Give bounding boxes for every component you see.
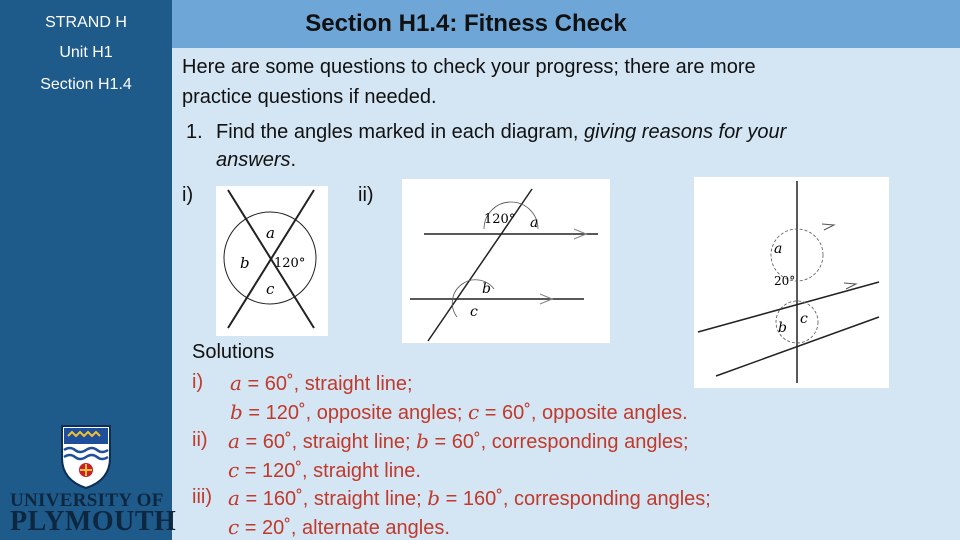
- question-line-2: [216, 149, 296, 172]
- intro-line-1: Here are some questions to check your progress; there are more: [182, 56, 756, 78]
- diagram-i-c: c: [266, 280, 275, 298]
- solution-var: b: [230, 400, 243, 424]
- diagram-ii-c: c: [470, 304, 478, 320]
- question-text-italic: giving reasons for your: [583, 121, 787, 143]
- question-text-end: .: [290, 149, 297, 171]
- diagram-i-label: i): [182, 184, 194, 206]
- solution-text: = 160˚, corresponding angles;: [440, 488, 711, 510]
- diagram-ii-a: a: [530, 215, 539, 231]
- diagram-i-a: a: [266, 224, 275, 242]
- diagram-iii-c: c: [800, 311, 808, 327]
- solution-ii-label: ii): [192, 429, 208, 451]
- diagram-ii-b: b: [482, 281, 491, 297]
- solution-text: = 120˚, straight line.: [239, 460, 421, 482]
- solution-var: a: [228, 486, 240, 510]
- solutions-heading: Solutions: [192, 341, 275, 363]
- section-label: Section H1.4: [40, 76, 132, 93]
- solution-iii-line-1: [228, 486, 711, 511]
- question-line-1: [216, 121, 786, 144]
- solution-ii-line-2: [228, 458, 421, 483]
- solution-var: a: [230, 371, 242, 395]
- solution-text: = 20˚, alternate angles.: [239, 517, 450, 539]
- question-number: 1.: [186, 121, 203, 143]
- solution-iii-line-2: [228, 515, 450, 540]
- diagram-iii-a: a: [774, 241, 783, 257]
- solution-iii-label: iii): [192, 486, 212, 508]
- university-crest-icon: [60, 424, 112, 490]
- unit-label: Unit H1: [59, 44, 113, 61]
- solution-text: = 160˚, straight line;: [239, 488, 428, 510]
- page-title: Section H1.4: Fitness Check: [305, 10, 627, 37]
- diagram-i-b: b: [240, 254, 250, 272]
- solution-ii-line-1: [228, 429, 689, 454]
- diagram-iii: [694, 177, 889, 388]
- question-text-italic-2: answers: [216, 149, 291, 171]
- solution-text: = 60˚, straight line;: [241, 373, 413, 395]
- solution-var: a: [228, 429, 240, 453]
- diagram-ii-angle: 120°: [484, 212, 516, 227]
- solution-var: c: [467, 400, 480, 424]
- solution-i-line-1: [230, 371, 413, 396]
- solution-text: = 120˚, opposite angles;: [242, 402, 468, 424]
- solution-var: c: [228, 458, 240, 482]
- solution-var: b: [416, 429, 429, 453]
- diagram-ii-label: ii): [358, 184, 374, 206]
- university-logo-line2: PLYMOUTH: [10, 506, 177, 537]
- diagram-ii: [402, 179, 610, 343]
- diagram-iii-b: b: [778, 320, 787, 336]
- solution-text: = 60˚, straight line;: [239, 431, 417, 453]
- diagram-i: [216, 186, 328, 336]
- solution-i-line-2: [230, 400, 688, 425]
- strand-label: STRAND H: [45, 14, 127, 31]
- solution-var: c: [228, 515, 240, 539]
- question-text: Find the angles marked in each diagram,: [216, 121, 584, 143]
- intro-line-2: practice questions if needed.: [182, 86, 437, 108]
- solution-text: = 60˚, opposite angles.: [479, 402, 688, 424]
- solution-i-label: i): [192, 371, 204, 393]
- diagram-i-angle: 120°: [274, 256, 306, 271]
- solution-text: = 60˚, corresponding angles;: [428, 431, 689, 453]
- sidebar: [0, 0, 177, 540]
- university-logo-line1: UNIVERSITY OF: [10, 490, 164, 511]
- diagram-iii-angle: 20°: [774, 274, 796, 288]
- solution-var: b: [427, 486, 441, 510]
